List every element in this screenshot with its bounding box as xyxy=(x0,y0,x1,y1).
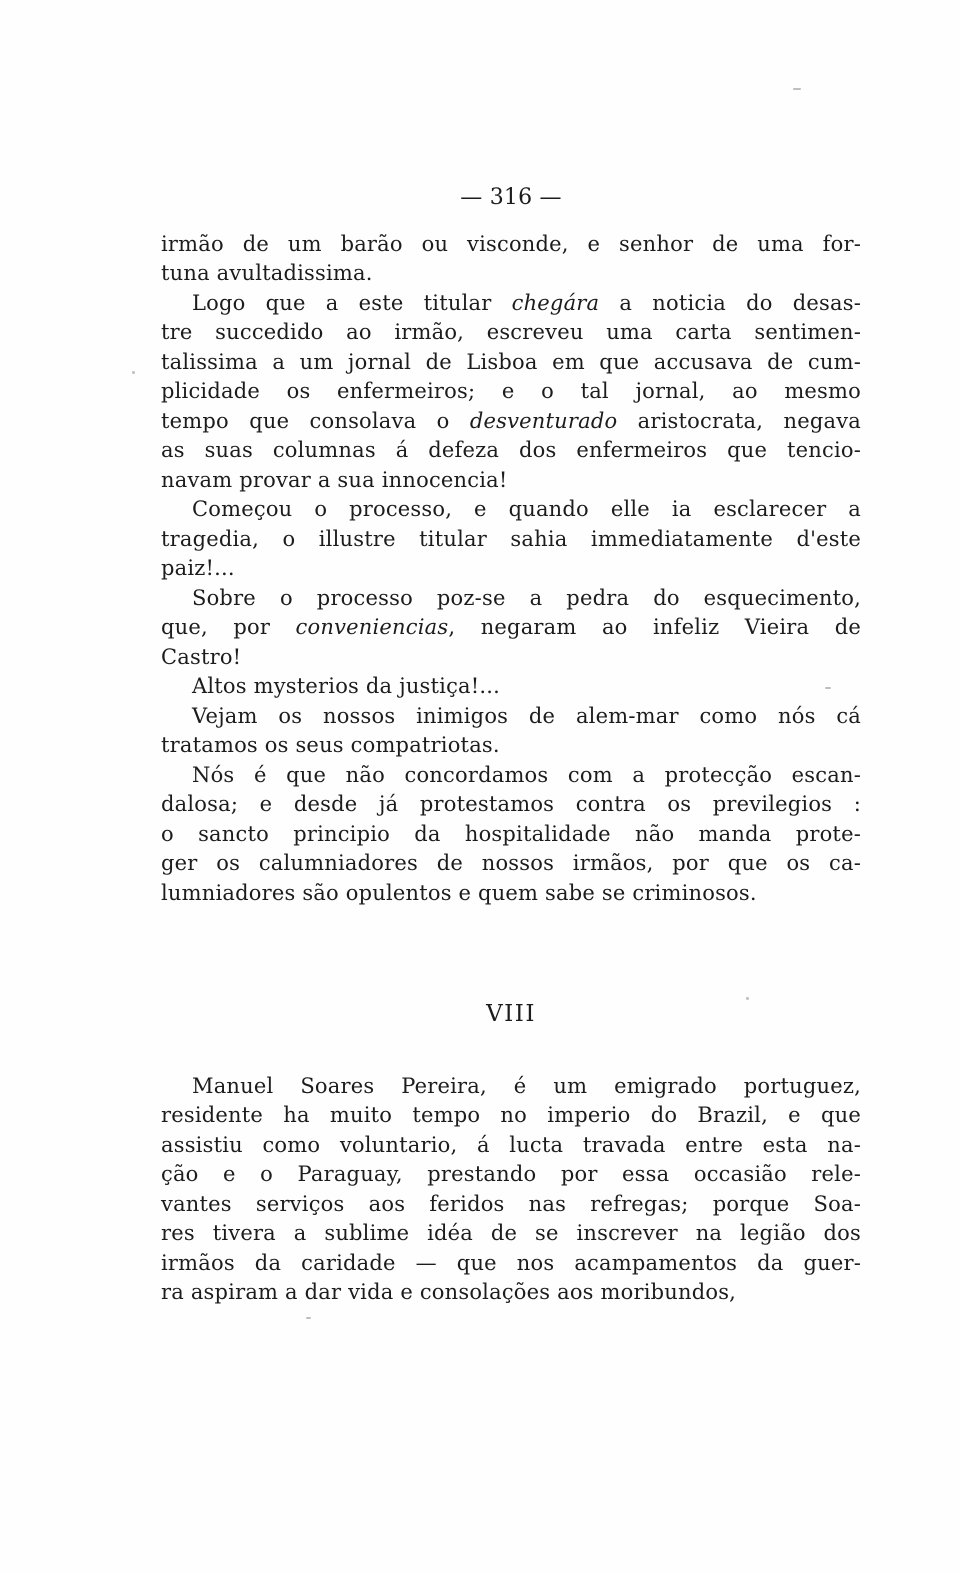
paragraph xyxy=(161,1072,861,1308)
body-text-upper xyxy=(161,230,861,909)
text-line: irmão de um barão ou visconde, e senhor de uma for- xyxy=(161,231,861,256)
text-line: Manuel Soares Pereira, é um emigrado portuguez, xyxy=(192,1073,861,1098)
text-line: tratamos os seus compatriotas. xyxy=(161,733,500,757)
text-line: tuna avultadissima. xyxy=(161,261,373,285)
text-line: lumniadores são opulentos e quem sabe se criminosos. xyxy=(161,880,757,905)
scan-artifact xyxy=(746,997,749,1000)
paragraph xyxy=(161,672,861,702)
body-text-lower xyxy=(161,1072,861,1308)
text-line: as suas columnas á defeza dos enfermeiros que tencio- xyxy=(161,438,861,462)
text-line: plicidade os enfermeiros; e o tal jornal, ao mesmo xyxy=(161,379,861,403)
text-line: tre succedido ao irmão, escreveu uma carta sentimen- xyxy=(161,320,861,344)
text-line: o sancto principio da hospitalidade não manda prote- xyxy=(161,821,861,846)
paragraph xyxy=(161,761,861,909)
scan-artifact xyxy=(132,371,135,374)
paragraph xyxy=(161,495,861,584)
paragraph xyxy=(161,584,861,673)
page-number: — 316 — xyxy=(460,185,562,210)
text-line: Nós é que não concordamos com a protecção escan- xyxy=(192,762,861,787)
text-line: residente ha muito tempo no imperio do Brazil, e que xyxy=(161,1103,861,1127)
text-line: talissima a um jornal de Lisboa em que accusava de cum- xyxy=(161,349,861,374)
section-heading: VIII xyxy=(486,1001,536,1027)
text-line: dalosa; e desde já protestamos contra os previlegios : xyxy=(161,792,861,816)
text-line: Sobre o processo poz-se a pedra do esquecimento, xyxy=(192,585,861,610)
text-line: tempo que consolava o desventurado aristocrata, negava xyxy=(161,408,861,433)
text-line: Vejam os nossos inimigos de alem-mar como nós cá xyxy=(192,703,861,728)
text-line: Logo que a este titular chegára a noticia do desas- xyxy=(192,290,862,315)
text-line: paiz!... xyxy=(161,556,235,580)
scan-artifact xyxy=(825,687,831,689)
text-line: irmãos da caridade — que nos acampamentos da guer- xyxy=(161,1250,861,1275)
scan-artifact xyxy=(306,1317,311,1319)
text-line: Começou o processo, e quando elle ia esclarecer a xyxy=(192,497,861,521)
text-line: que, por conveniencias, negaram ao infeliz Vieira de xyxy=(161,615,861,639)
text-line: Altos mysterios da justiça!... xyxy=(192,674,501,698)
paragraph xyxy=(161,702,861,761)
text-block xyxy=(161,183,861,1308)
text-line: ra aspiram a dar vida e consolações aos moribundos, xyxy=(161,1280,737,1304)
text-line: assistiu como voluntario, á lucta travada entre esta na- xyxy=(161,1132,861,1157)
text-line: res tivera a sublime idéa de se inscrever na legião dos xyxy=(161,1221,861,1245)
scan-artifact xyxy=(793,88,801,90)
paragraph xyxy=(161,289,861,496)
text-line: ção e o Paraguay, prestando por essa occasião rele- xyxy=(161,1162,861,1186)
paragraph xyxy=(161,230,861,289)
text-line: Castro! xyxy=(161,644,242,669)
text-line: navam provar a sua innocencia! xyxy=(161,467,508,492)
text-line: vantes serviços aos feridos nas refregas; porque Soa- xyxy=(161,1191,861,1216)
text-line: ger os calumniadores de nossos irmãos, por que os ca- xyxy=(161,851,861,875)
text-line: tragedia, o illustre titular sahia immediatamente d'este xyxy=(161,526,861,551)
